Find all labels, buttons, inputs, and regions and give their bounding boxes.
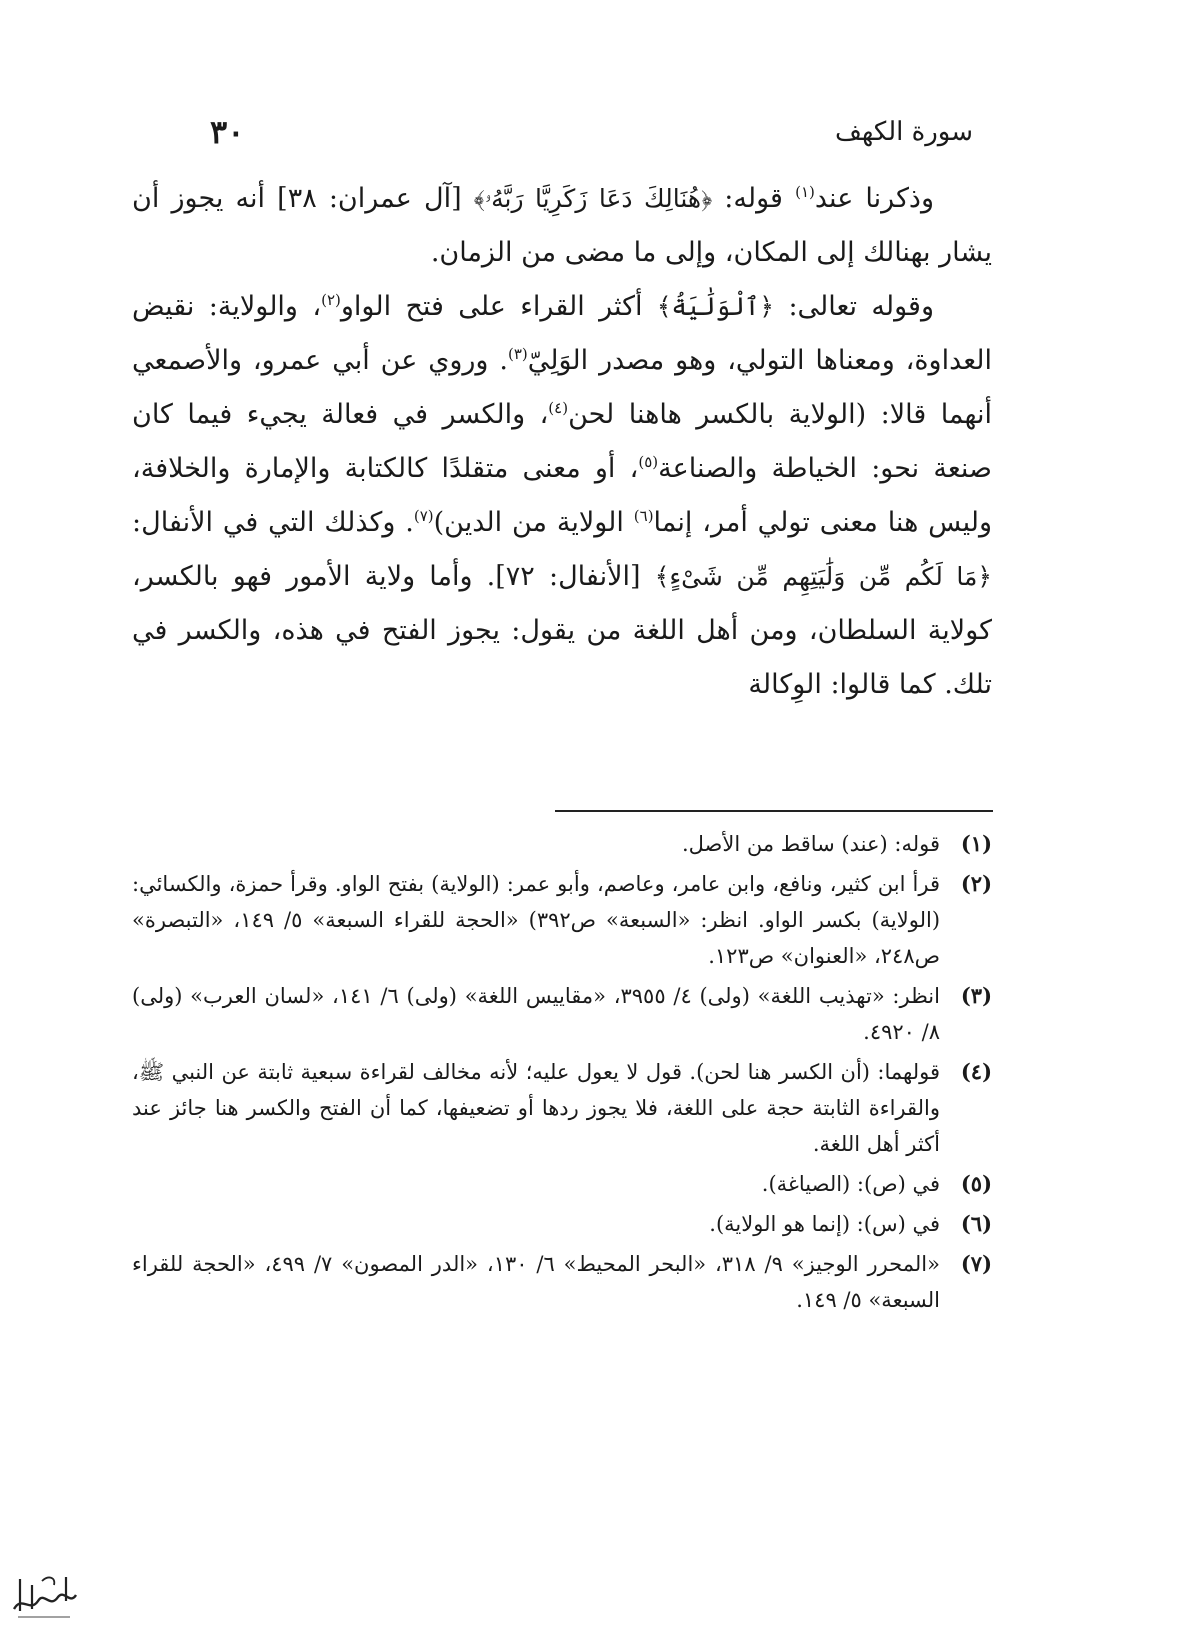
footnote-text: في (س): (إنما هو الولاية). (709, 1212, 940, 1236)
text-span: [الأنفال: ٧٢]. وأما ولاية الأمور فهو بالكسر، كولاية السلطان، ومن أهل اللغة من يقول: يجوز الفتح في هذه، والكسر في تلك. كما قالوا: الوِكالة (132, 561, 992, 700)
text-span: ، والولاية: نقيض العداوة، ومعناها التولي، وهو مصدر الوَلِيّ (132, 291, 992, 376)
paragraph-2 (132, 280, 992, 712)
main-text (132, 172, 992, 712)
footnote (132, 1206, 992, 1242)
footnote-number: (١) (960, 831, 992, 856)
footnote (132, 866, 992, 974)
footnote-text: قولهما: (أن الكسر هنا لحن). قول لا يعول عليه؛ لأنه مخالف لقراءة سبعية ثابتة عن النبي ﷺ، والقراءة الثابتة حجة على اللغة، فلا يجوز ردها أو تضعيفها، كما أن الفتح والكسر هنا جائز عند أكثر أهل اللغة. (132, 1060, 940, 1156)
footnote-number: (٦) (960, 1211, 992, 1236)
footnote (132, 978, 992, 1050)
footnotes (132, 826, 992, 1322)
text-span: أكثر القراء على فتح الواو (340, 291, 657, 322)
text-span: وذكرنا عند (814, 183, 934, 214)
page-number: ٣٠ (210, 113, 245, 151)
footnote (132, 1246, 992, 1318)
text-span: . وكذلك التي في الأنفال: (132, 507, 414, 538)
footnote-ref-7: (٧) (413, 507, 434, 525)
text-span: وقوله تعالى: (774, 291, 935, 322)
paragraph-1 (132, 172, 992, 280)
footnote-number: (٢) (960, 871, 992, 896)
footnote-number: (٧) (960, 1251, 992, 1276)
footnote-number: (٣) (960, 983, 992, 1008)
quran-verse: ﴿مَا لَكُم مِّن وَلَٰيَتِهِم مِّن شَىْءٍ﴾ (654, 562, 992, 591)
footnote (132, 1166, 992, 1202)
footnote (132, 826, 992, 862)
text-span: ، والكسر في فعالة يجيء فيما كان صنعة نحو: الخياطة والصناعة (132, 399, 992, 484)
quran-verse: ﴿هُنَالِكَ دَعَا زَكَرِيَّا رَبَّهُۥ﴾ (473, 184, 713, 213)
text-span: قوله: (712, 183, 796, 214)
page-header (210, 112, 973, 152)
footnote-ref-1: (١) (795, 183, 815, 201)
footnote-divider (555, 810, 993, 812)
footnote-text: في (ص): (الصياغة). (761, 1172, 940, 1196)
text-span: ، أو معنى متقلدًا كالكتابة والإمارة والخلافة، وليس هنا معنى تولي أمر، إنما (132, 453, 993, 538)
footnote-ref-2: (٢) (321, 291, 341, 309)
footnote-ref-3: (٣) (507, 345, 528, 363)
footnote-text: قوله: (عند) ساقط من الأصل. (681, 832, 940, 856)
footnote-text: قرأ ابن كثير، ونافع، وابن عامر، وعاصم، وأبو عمر: (الولاية) بفتح الواو. وقرأ حمزة، والكسائي: (الولاية) بكسر الواو. انظر: «السبعة» ص٣٩٢) «الحجة للقراء السبعة» ٥/ ١٤٩، «التبصرة» ص٢٤٨، «العنوان» ص١٢٣. (132, 872, 941, 968)
footnote-ref-5: (٥) (638, 453, 659, 471)
footnote-number: (٤) (960, 1059, 992, 1084)
text-span: [آل عمران: ٣٨] أنه يجوز أن يشار بهنالك إلى المكان، وإلى ما مضى من الزمان. (132, 183, 992, 268)
quran-verse: ﴿ٱلْوَلَٰيَةُ﴾ (656, 292, 775, 321)
footnote-ref-4: (٤) (548, 399, 569, 417)
footnote-number: (٥) (960, 1171, 992, 1196)
text-span: الولاية من الدين) (433, 507, 634, 538)
footnote (132, 1054, 992, 1162)
footnote-ref-6: (٦) (633, 507, 654, 525)
calligraphy-logo-icon (8, 1565, 80, 1625)
text-span: . وروي عن أبي عمرو، والأصمعي أنهما قالا: (الولاية بالكسر هاهنا لحن (132, 345, 992, 430)
footnote-text: انظر: «تهذيب اللغة» (ولى) ٤/ ٣٩٥٥، «مقاييس اللغة» (ولى) ٦/ ١٤١، «لسان العرب» (ولى) ٨/ ٤٩٢٠. (132, 984, 940, 1044)
surah-title: سورة الكهف (834, 117, 973, 147)
footnote-text: «المحرر الوجيز» ٩/ ٣١٨، «البحر المحيط» ٦/ ١٣٠، «الدر المصون» ٧/ ٤٩٩، «الحجة للقراء السبعة» ٥/ ١٤٩. (132, 1252, 940, 1312)
